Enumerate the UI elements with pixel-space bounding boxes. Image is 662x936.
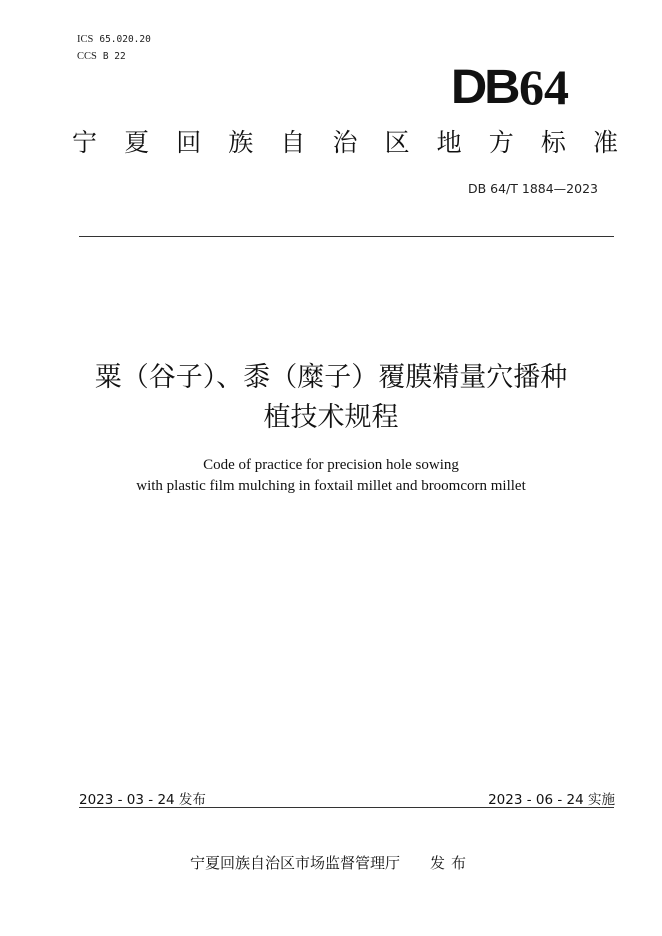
chinese-title-line-2: 植技术规程: [263, 402, 399, 433]
logo-letters: DB: [450, 61, 517, 114]
issuer-action: 发布: [430, 854, 473, 872]
standard-type-char: 地: [436, 128, 462, 157]
chinese-title: [40, 358, 622, 438]
standard-type-char: 区: [384, 128, 410, 157]
standard-type-char: 准: [592, 128, 618, 157]
english-title-line-2: with plastic film mulching in foxtail millet and broomcorn millet: [136, 478, 526, 494]
standard-type-char: 标: [540, 128, 566, 157]
ics-line: [77, 31, 151, 48]
english-title-line-1: Code of practice for precision hole sowing: [203, 457, 459, 473]
issuer-name: 宁夏回族自治区市场监督管理厅: [189, 854, 400, 872]
ccs-code: B 22: [102, 51, 126, 62]
standard-number: DB 64/T 1884—2023: [467, 181, 598, 196]
implementation-date: 2023 - 06 - 24 实施: [488, 792, 615, 808]
logo-number: 64: [519, 59, 569, 115]
issuer-line: [0, 852, 662, 873]
standard-type-char: 回: [176, 128, 202, 157]
english-title: [40, 455, 622, 497]
ccs-line: [77, 48, 151, 65]
chinese-title-line-1: 粟（谷子）、黍（糜子）覆膜精量穴播种: [94, 362, 568, 393]
standard-type-char: 族: [228, 128, 254, 157]
ics-label: ICS: [77, 34, 94, 45]
classification-codes: [77, 31, 151, 65]
ccs-label: CCS: [77, 51, 97, 62]
issue-date: 2023 - 03 - 24 发布: [79, 792, 206, 808]
standard-type-char: 治: [332, 128, 358, 157]
db64-logo: [450, 52, 569, 115]
standard-type-char: 夏: [124, 128, 150, 157]
standard-type-heading: [72, 126, 618, 160]
standard-type-char: 宁: [72, 128, 98, 157]
bottom-divider: [79, 807, 614, 808]
standard-type-char: 方: [488, 128, 514, 157]
ics-code: 65.020.20: [99, 34, 151, 45]
top-divider: [79, 236, 614, 237]
standard-type-char: 自: [280, 128, 306, 157]
